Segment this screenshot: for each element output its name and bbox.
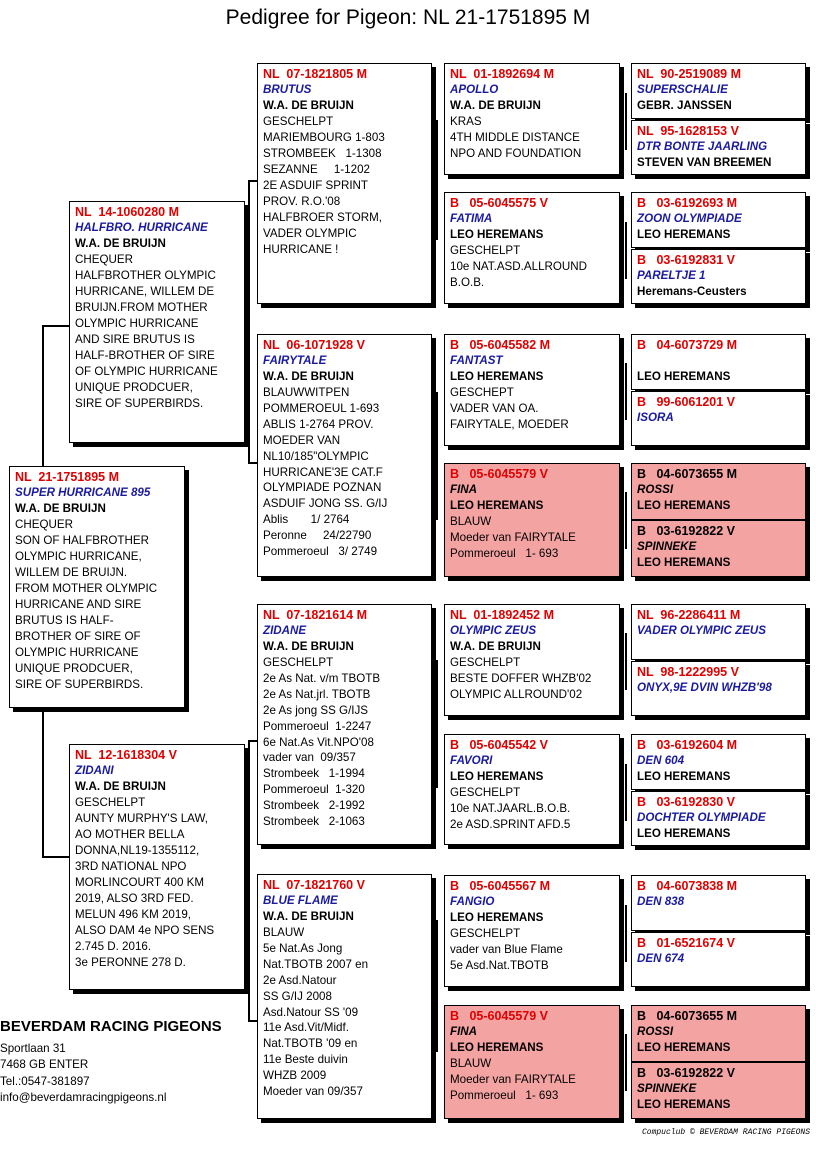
ancestor-card[interactable] <box>631 661 806 716</box>
ring-number: NL 07-1821760 V <box>263 878 365 892</box>
pigeon-name: FINA <box>450 483 478 496</box>
pigeon-name: DEN 838 <box>637 895 685 908</box>
ancestor-card[interactable] <box>631 463 806 520</box>
pigeon-name: SPINNEKE <box>637 540 697 553</box>
info-line: Moeder van 09/357 <box>263 1085 363 1099</box>
pigeon-name: ISORA <box>637 411 674 424</box>
great-grandparent-card[interactable] <box>444 875 620 987</box>
owner-name: LEO HEREMANS <box>450 770 544 783</box>
info-line: Peronne 24/22790 <box>263 529 372 543</box>
ring-number: NL 07-1821614 M <box>263 608 367 622</box>
great-grandparent-card[interactable] <box>444 463 620 577</box>
info-line: 2019, ALSO 3RD FED. <box>75 892 194 905</box>
ring-number: B 03-6192831 V <box>637 253 735 267</box>
great-grandparent-card[interactable] <box>444 63 620 175</box>
info-line: SON OF HALFBROTHER <box>15 534 149 547</box>
info-line: OLYMPIADE POZNAN <box>263 481 382 495</box>
info-line: 2E ASDUIF SPRINT <box>263 179 369 192</box>
pigeon-name: ROSSI <box>637 483 674 496</box>
info-line: HURRICANE, WILLEM DE <box>75 285 215 298</box>
info-line: GESCHELPT <box>450 786 521 799</box>
pigeon-name: SUPER HURRICANE 895 <box>15 486 151 499</box>
owner-name: LEO HEREMANS <box>450 911 544 924</box>
ancestor-card[interactable] <box>631 1062 806 1119</box>
info-line: GESCHELPT <box>75 796 146 809</box>
info-line: BRUIJN.FROM MOTHER <box>75 301 208 314</box>
owner-name: STEVEN VAN BREEMEN <box>637 156 772 169</box>
ring-number: B 05-6045579 V <box>450 1009 548 1023</box>
info-line: B.O.B. <box>450 276 485 289</box>
ring-number: B 04-6073655 M <box>637 467 738 481</box>
great-grandparent-card[interactable] <box>444 334 620 446</box>
pigeon-name: FANTAST <box>450 354 503 367</box>
owner-name: LEO HEREMANS <box>450 370 544 383</box>
ring-number: B 03-6192830 V <box>637 795 735 809</box>
info-line: Strombeek 1-1994 <box>263 767 365 781</box>
info-line: WILLEM DE BRUIJN. <box>15 566 128 579</box>
pigeon-name: APOLLO <box>450 83 499 96</box>
pigeon-name: SUPERSCHALIE <box>637 83 728 96</box>
connector <box>625 492 627 549</box>
info-line: BLAUW <box>450 515 492 528</box>
owner-name: W.A. DE BRUIJN <box>15 502 106 515</box>
pigeon-name: SPINNEKE <box>637 1082 697 1095</box>
great-grandparent-card[interactable] <box>444 192 620 304</box>
info-line: Asd.Natour SS '09 <box>263 1005 359 1019</box>
info-line: CHEQUER <box>75 253 133 266</box>
ancestor-card[interactable] <box>631 875 806 931</box>
info-line: GESCHELPT <box>263 115 334 128</box>
info-line: vader van 09/357 <box>263 751 356 765</box>
pigeon-name: DEN 604 <box>637 754 685 767</box>
info-line: ASDUIF JONG SS. G/IJ <box>263 497 388 511</box>
info-line: SIRE OF SUPERBIRDS. <box>75 397 204 410</box>
info-line: AO MOTHER BELLA <box>75 828 185 841</box>
info-line: BLAUW <box>450 1057 492 1070</box>
address-city: 7468 GB ENTER <box>0 1058 89 1071</box>
pigeon-name: DOCHTER OLYMPIADE <box>637 811 766 824</box>
pigeon-name: HALFBRO. HURRICANE <box>75 221 208 234</box>
ring-number: B 05-6045579 V <box>450 467 548 481</box>
owner-name: LEO HEREMANS <box>637 1098 731 1111</box>
owner-name: W.A. DE BRUIJN <box>450 640 541 653</box>
connector <box>42 325 44 470</box>
ancestor-card[interactable] <box>631 1005 806 1062</box>
owner-name: LEO HEREMANS <box>637 370 731 383</box>
connector <box>625 633 627 690</box>
ancestor-card[interactable] <box>631 63 806 119</box>
info-line: GESCHEPT <box>450 386 514 399</box>
info-line: OF OLYMPIC HURRICANE <box>75 365 218 378</box>
info-line: 11e Beste duivin <box>263 1053 348 1067</box>
info-line: WHZB 2009 <box>263 1069 327 1083</box>
pigeon-name <box>637 353 800 369</box>
connector <box>436 660 438 788</box>
owner-name: W.A. DE BRUIJN <box>263 99 354 112</box>
info-line: Pommeroeul 1- 693 <box>450 1089 559 1102</box>
owner-name: LEO HEREMANS <box>637 556 731 569</box>
info-line: Pommeroeul 3/ 2749 <box>263 545 378 559</box>
ancestor-card[interactable] <box>631 391 806 446</box>
info-line: 3RD NATIONAL NPO <box>75 860 187 873</box>
great-grandparent-card[interactable] <box>444 1005 620 1119</box>
info-line: 10e NAT.JAARL.B.O.B. <box>450 802 571 815</box>
subject-pigeon-card[interactable] <box>9 466 185 708</box>
connector <box>625 222 627 279</box>
owner-name: Heremans-Ceusters <box>637 285 747 298</box>
ring-number: NL 06-1071928 V <box>263 338 365 352</box>
pigeon-name: ONYX,9E DVIN WHZB'98 <box>637 681 772 694</box>
info-line: ABLIS 1-2764 PROV. <box>263 417 374 431</box>
info-line: SS G/IJ 2008 <box>263 989 332 1003</box>
pigeon-name: VADER OLYMPIC ZEUS <box>637 624 767 637</box>
connector <box>42 856 70 858</box>
ancestor-card[interactable] <box>631 791 806 846</box>
info-line: 10e NAT.ASD.ALLROUND <box>450 260 588 273</box>
info-line: FROM MOTHER OLYMPIC <box>15 582 158 595</box>
connector <box>436 392 438 520</box>
ring-number: NL 01-1892694 M <box>450 67 554 81</box>
grandparent-card[interactable] <box>257 874 432 1119</box>
owner-name: W.A. DE BRUIJN <box>450 99 541 112</box>
ring-number: B 03-6192822 V <box>637 1066 735 1080</box>
ring-number: NL 12-1618304 V <box>75 748 177 762</box>
info-line: Strombeek 2-1992 <box>263 799 365 813</box>
grandparent-card[interactable] <box>257 63 432 304</box>
info-line: OLYMPIC HURRICANE <box>15 646 139 659</box>
ancestor-card[interactable] <box>631 192 806 248</box>
pigeon-name: ROSSI <box>637 1025 674 1038</box>
ancestor-card[interactable] <box>631 604 806 660</box>
info-line: ALSO DAM 4e NPO SENS <box>75 924 215 937</box>
connector <box>42 708 44 856</box>
connector <box>625 363 627 420</box>
connector <box>436 120 438 240</box>
pigeon-name: FAVORI <box>450 754 493 767</box>
info-line: 4TH MIDDLE DISTANCE <box>450 131 580 144</box>
ancestor-card[interactable] <box>631 249 806 304</box>
owner-name: LEO HEREMANS <box>637 770 731 783</box>
info-line: GESCHELPT <box>450 656 521 669</box>
connector <box>625 1034 627 1091</box>
info-line: MORLINCOURT 400 KM <box>75 876 205 889</box>
info-line: 2e As Nat. v/m TBOTB <box>263 671 381 685</box>
ring-number: B 04-6073655 M <box>637 1009 738 1023</box>
copyright-note: Compuclub © BEVERDAM RACING PIGEONS <box>641 1128 810 1137</box>
info-line: DONNA,NL19-1355112, <box>75 844 200 857</box>
pigeon-name: FAIRYTALE <box>263 354 327 367</box>
info-line: GESCHELPT <box>263 656 334 669</box>
connector <box>42 325 70 327</box>
ring-number: NL 01-1892452 M <box>450 608 554 622</box>
info-line: Pommeroeul 1- 693 <box>450 547 559 560</box>
info-line: PROV. R.O.'08 <box>263 195 341 208</box>
connector <box>248 180 250 462</box>
ring-number: B 01-6521674 V <box>637 936 735 950</box>
info-line: OLYMPIC HURRICANE, <box>15 550 142 563</box>
ring-number: B 05-6045582 M <box>450 338 551 352</box>
info-line: BLAUW <box>263 926 305 939</box>
info-line: GESCHELPT <box>450 927 521 940</box>
info-line: HALFBROER STORM, <box>263 211 382 224</box>
ring-number: NL 96-2286411 M <box>637 608 741 622</box>
sire-card[interactable] <box>69 201 245 443</box>
owner-name: W.A. DE BRUIJN <box>75 237 166 250</box>
info-line: AUNTY MURPHY'S LAW, <box>75 812 208 825</box>
info-line: Moeder van FAIRYTALE <box>450 1073 576 1086</box>
connector <box>625 93 627 150</box>
info-line: KRAS <box>450 115 482 128</box>
info-line: HURRICANE AND SIRE <box>15 598 142 611</box>
info-line: 2.745 D. 2016. <box>75 940 152 953</box>
owner-name: W.A. DE BRUIJN <box>263 910 354 923</box>
pigeon-name: BRUTUS <box>263 83 312 96</box>
owner-name: LEO HEREMANS <box>637 827 731 840</box>
pigeon-name: PARELTJE 1 <box>637 269 706 282</box>
pigeon-name: DEN 674 <box>637 952 685 965</box>
ring-number: B 03-6192822 V <box>637 524 735 538</box>
owner-name: LEO HEREMANS <box>637 228 731 241</box>
info-line: Ablis 1/ 2764 <box>263 513 350 527</box>
ring-number: B 05-6045575 V <box>450 196 548 210</box>
ring-number: B 04-6073729 M <box>637 338 738 352</box>
owner-name: LEO HEREMANS <box>450 228 544 241</box>
info-line: 5e Asd.Nat.TBOTB <box>450 959 549 972</box>
info-line: OLYMPIC HURRICANE <box>75 317 199 330</box>
info-line: MARIEMBOURG 1-803 <box>263 131 385 144</box>
phone-number: Tel.:0547-381897 <box>0 1075 90 1088</box>
ring-number: NL 14-1060280 M <box>75 205 179 219</box>
page-title: Pedigree for Pigeon: NL 21-1751895 M <box>225 6 591 29</box>
email-link[interactable]: info@beverdamracingpigeons.nl <box>0 1091 167 1104</box>
info-line: HURRICANE'3E CAT.F <box>263 465 383 479</box>
info-line: vader van Blue Flame <box>450 943 563 956</box>
ring-number: NL 90-2519089 M <box>637 67 741 81</box>
pigeon-name: FANGIO <box>450 895 495 908</box>
pigeon-name: FINA <box>450 1025 478 1038</box>
owner-name: LEO HEREMANS <box>637 1041 731 1054</box>
info-line: SEZANNE 1-1202 <box>263 163 370 176</box>
address-street: Sportlaan 31 <box>0 1042 66 1055</box>
ring-number: B 05-6045542 V <box>450 738 548 752</box>
info-line: OLYMPIC ALLROUND'02 <box>450 688 583 701</box>
ancestor-card[interactable] <box>631 120 806 175</box>
owner-name: LEO HEREMANS <box>450 1041 544 1054</box>
ancestor-card[interactable] <box>631 932 806 987</box>
info-line: 11e Asd.Vit/Midf. <box>263 1021 349 1035</box>
info-line: Nat.TBOTB '09 en <box>263 1037 358 1051</box>
info-line: BLAUWWITPEN <box>263 386 350 399</box>
ring-number: NL 21-1751895 M <box>15 470 119 484</box>
ring-number: B 03-6192604 M <box>637 738 738 752</box>
great-grandparent-card[interactable] <box>444 734 620 845</box>
ring-number: B 04-6073838 M <box>637 879 738 893</box>
info-line: Nat.TBOTB 2007 en <box>263 957 369 971</box>
pigeon-name: FATIMA <box>450 212 493 225</box>
info-line: POMMEROEUL 1-693 <box>263 401 380 415</box>
info-line: HALFBROTHER OLYMPIC <box>75 269 216 282</box>
info-line: VADER OLYMPIC <box>263 227 357 240</box>
info-line: STROMBEEK 1-1308 <box>263 147 382 160</box>
owner-name: LEO HEREMANS <box>637 499 731 512</box>
info-line: 2e As Nat.jrl. TBOTB <box>263 687 371 701</box>
owner-name: W.A. DE BRUIJN <box>75 780 166 793</box>
info-line: UNIQUE PRODCUER, <box>15 662 133 675</box>
ring-number: NL 98-1222995 V <box>637 665 739 679</box>
dam-card[interactable] <box>69 744 245 990</box>
info-line: VADER VAN OA. <box>450 402 539 415</box>
info-line: Pommeroeul 1-320 <box>263 783 365 797</box>
info-line: Pommeroeul 1-2247 <box>263 719 372 733</box>
connector <box>625 905 627 962</box>
info-line: GESCHELPT <box>450 244 521 257</box>
owner-name: LEO HEREMANS <box>450 499 544 512</box>
ring-number: B 03-6192693 M <box>637 196 738 210</box>
pigeon-name: OLYMPIC ZEUS <box>450 624 537 637</box>
info-line: CHEQUER <box>15 518 73 531</box>
connector <box>248 740 250 1020</box>
info-line: Strombeek 2-1063 <box>263 815 365 829</box>
pigeon-name: ZOON OLYMPIADE <box>637 212 742 225</box>
info-line: 3e PERONNE 278 D. <box>75 956 186 969</box>
ring-number: NL 95-1628153 V <box>637 124 739 138</box>
info-line: 2e As jong SS G/IJS <box>263 703 369 717</box>
info-line: NL10/185"OLYMPIC <box>263 449 369 463</box>
ancestor-card[interactable] <box>631 734 806 790</box>
great-grandparent-card[interactable] <box>444 604 620 716</box>
pigeon-name: DTR BONTE JAARLING <box>637 140 768 153</box>
ring-number: B 99-6061201 V <box>637 395 735 409</box>
info-line: UNIQUE PRODCUER, <box>75 381 193 394</box>
grandparent-card[interactable] <box>257 604 432 845</box>
info-line: MOEDER VAN <box>263 433 341 447</box>
info-line: AND SIRE BRUTUS IS <box>75 333 195 346</box>
ancestor-card[interactable] <box>631 334 806 390</box>
owner-name: GEBR. JANSSEN <box>637 99 732 112</box>
info-line: BRUTUS IS HALF- <box>15 614 114 627</box>
owner-name: W.A. DE BRUIJN <box>263 640 354 653</box>
info-line: HURRICANE ! <box>263 243 339 256</box>
info-line: 5e Nat.As Jong <box>263 941 343 955</box>
connector <box>436 920 438 1052</box>
info-line: NPO AND FOUNDATION <box>450 147 582 160</box>
info-line: 2e ASD.SPRINT AFD.5 <box>450 818 571 831</box>
pigeon-name: BLUE FLAME <box>263 894 338 907</box>
info-line: Moeder van FAIRYTALE <box>450 531 576 544</box>
info-line: FAIRYTALE, MOEDER <box>450 418 569 431</box>
ancestor-card[interactable] <box>631 520 806 577</box>
ring-number: B 05-6045567 M <box>450 879 551 893</box>
loft-name: BEVERDAM RACING PIGEONS <box>0 1018 222 1035</box>
pigeon-name: ZIDANI <box>75 764 114 777</box>
info-line: 6e Nat.As Vit.NPO'08 <box>263 735 374 749</box>
owner-name: W.A. DE BRUIJN <box>263 370 354 383</box>
grandparent-card[interactable] <box>257 334 432 577</box>
info-line: SIRE OF SUPERBIRDS. <box>15 678 144 691</box>
ring-number: NL 07-1821805 M <box>263 67 367 81</box>
info-line: BESTE DOFFER WHZB'02 <box>450 672 592 685</box>
connector <box>625 764 627 821</box>
pigeon-name: ZIDANE <box>263 624 307 637</box>
info-line: 2e Asd.Natour <box>263 973 337 987</box>
info-line: BROTHER OF SIRE OF <box>15 630 141 643</box>
info-line: MELUN 496 KM 2019, <box>75 908 191 921</box>
info-line: HALF-BROTHER OF SIRE <box>75 349 215 362</box>
